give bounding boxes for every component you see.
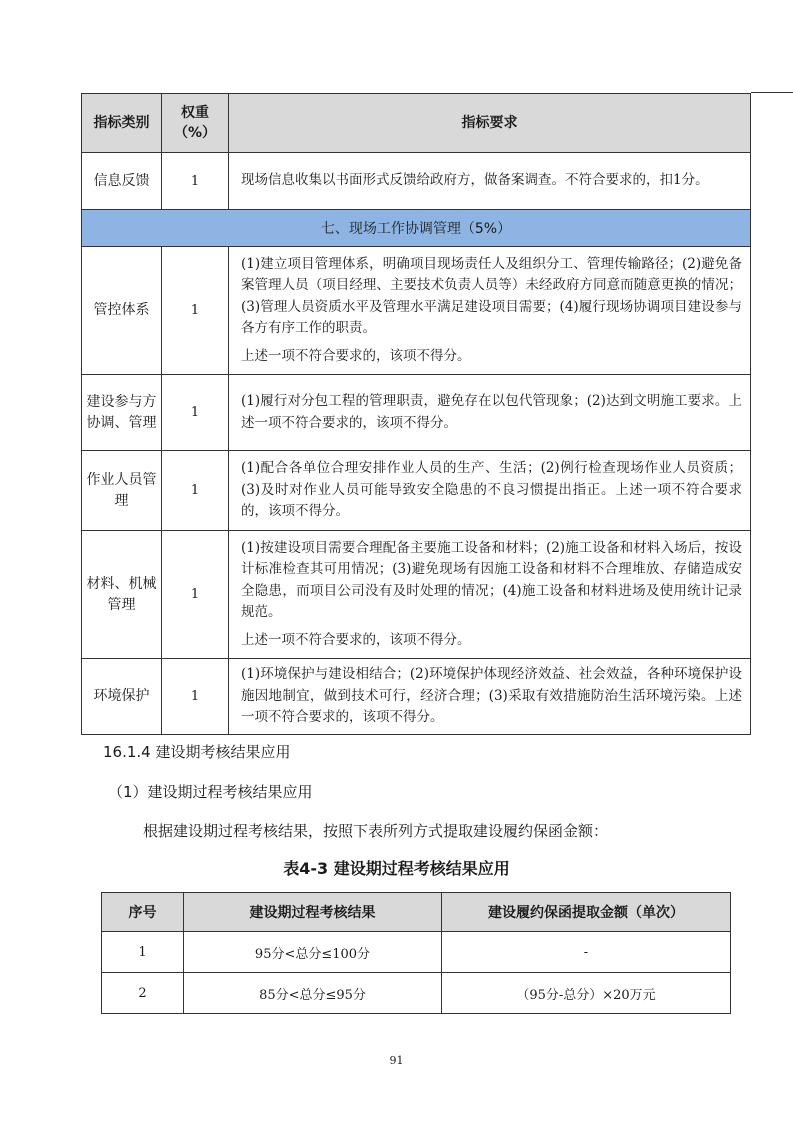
- body-paragraph: 根据建设期过程考核结果，按照下表所列方式提取建设履约保函金额：: [143, 822, 609, 840]
- row-weight: 1: [162, 451, 229, 531]
- table-row: [82, 247, 751, 375]
- table-caption: 表4-3 建设期过程考核结果应用: [283, 859, 510, 878]
- cell-amount: （95分-总分）×20万元: [442, 973, 731, 1014]
- row-category: 环境保护: [82, 659, 162, 735]
- row-category: 材料、机械管理: [82, 531, 162, 659]
- table-row: [82, 375, 751, 451]
- table-row: [102, 973, 731, 1014]
- section-row: [82, 210, 751, 247]
- table-top-rule: [751, 92, 793, 93]
- header-weight: 权重（%）: [162, 94, 229, 153]
- header-amount: 建设履约保函提取金额（单次）: [442, 893, 731, 932]
- cell-result: 85分<总分≤95分: [184, 973, 442, 1014]
- row-category: 信息反馈: [82, 153, 162, 210]
- result-table: [101, 892, 731, 1014]
- table-header-row: [102, 893, 731, 932]
- row-category: 作业人员管理: [82, 451, 162, 531]
- row-weight: 1: [162, 531, 229, 659]
- indicator-table: [81, 93, 751, 735]
- cell-index: 1: [102, 932, 184, 973]
- header-requirement: 指标要求: [229, 94, 751, 153]
- row-requirement: (1)环境保护与建设相结合；(2)环境保护体现经济效益、社会效益，各种环境保护设施因地制宜，做到技术可行，经济合理；(3)采取有效措施防治生活环境污染。上述一项不符合要求的，该项不得分。: [229, 659, 751, 735]
- table-header-row: [82, 94, 751, 153]
- row-requirement: (1)配合各单位合理安排作业人员的生产、生活；(2)例行检查现场作业人员资质；(3)及时对作业人员可能导致安全隐患的不良习惯提出指正。上述一项不符合要求的，该项不得分。: [229, 451, 751, 531]
- row-category: 管控体系: [82, 247, 162, 375]
- header-result: 建设期过程考核结果: [184, 893, 442, 932]
- header-index: 序号: [102, 893, 184, 932]
- row-weight: 1: [162, 153, 229, 210]
- table-row: [82, 153, 751, 210]
- header-category: 指标类别: [82, 94, 162, 153]
- row-requirement: (1)建立项目管理体系，明确项目现场责任人及组织分工、管理传输路径；(2)避免备案管理人员（项目经理、主要技术负责人员等）未经政府方同意而随意更换的情况；(3)管理人员资质水平及管理水平满足建设项目需要；(4)履行现场协调项目建设参与各方有序工作的职责。 上述一项不符合要求的，该项不得分。: [229, 247, 751, 375]
- row-requirement: 现场信息收集以书面形式反馈给政府方，做备案调查。不符合要求的，扣1分。: [229, 153, 751, 210]
- table-row: [82, 451, 751, 531]
- row-weight: 1: [162, 375, 229, 451]
- row-requirement: (1)履行对分包工程的管理职责，避免存在以包代管现象；(2)达到文明施工要求。上述一项不符合要求的，该项不得分。: [229, 375, 751, 451]
- subsection-heading: （1）建设期过程考核结果应用: [108, 783, 313, 801]
- row-category: 建设参与方协调、管理: [82, 375, 162, 451]
- section-heading: 16.1.4 建设期考核结果应用: [103, 743, 291, 761]
- table-row: [102, 932, 731, 973]
- row-requirement: (1)按建设项目需要合理配备主要施工设备和材料；(2)施工设备和材料入场后，按设计标准检查其可用情况；(3)避免现场有因施工设备和材料不合理堆放、存储造成安全隐患，而项目公司没有及时处理的情况；(4)施工设备和材料进场及使用统计记录规范。 上述一项不符合要求的，该项不得分。: [229, 531, 751, 659]
- cell-amount: -: [442, 932, 731, 973]
- table-row: [82, 659, 751, 735]
- table-row: [82, 531, 751, 659]
- section-title: 七、现场工作协调管理（5%）: [82, 210, 751, 247]
- cell-result: 95分<总分≤100分: [184, 932, 442, 973]
- row-weight: 1: [162, 659, 229, 735]
- page-number: 91: [389, 1054, 404, 1067]
- cell-index: 2: [102, 973, 184, 1014]
- row-weight: 1: [162, 247, 229, 375]
